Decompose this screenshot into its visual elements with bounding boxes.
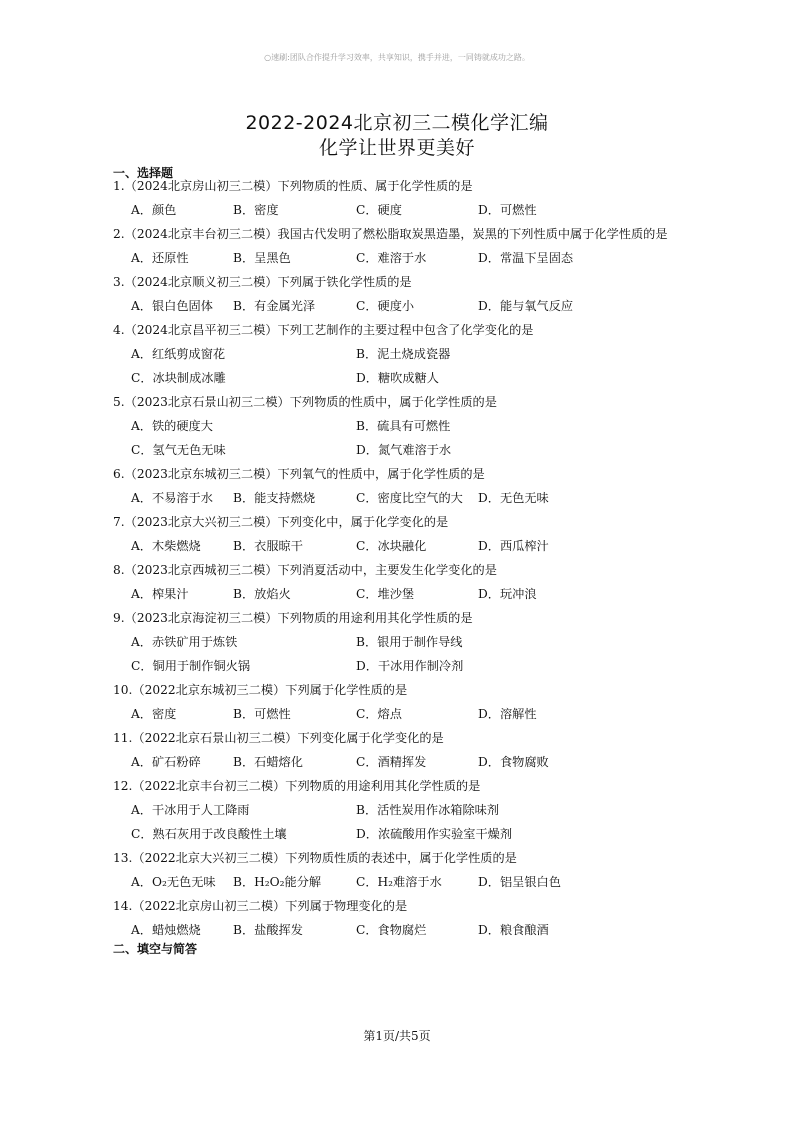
option-a: A．矿石粉碎 bbox=[131, 755, 201, 769]
option-a: A．红纸剪成窗花 bbox=[131, 347, 226, 361]
header-note: ○速刷:团队合作提升学习效率，共享知识，携手并进，一同铸就成功之路。 bbox=[264, 53, 530, 62]
question-stem: 5.（2023北京石景山初三二模）下列物质的性质中，属于化学性质的是 bbox=[113, 395, 497, 409]
option-d: D．浓硫酸用作实验室干燥剂 bbox=[356, 827, 513, 841]
option-d: D．铝呈银白色 bbox=[478, 875, 561, 889]
option-d: D．无色无味 bbox=[478, 491, 549, 505]
option-a: A．密度 bbox=[131, 707, 177, 721]
question-stem: 14.（2022北京房山初三二模）下列属于物理变化的是 bbox=[113, 899, 408, 913]
question-stem: 9.（2023北京海淀初三二模）下列物质的用途利用其化学性质的是 bbox=[113, 611, 473, 625]
option-c: C．氢气无色无味 bbox=[131, 443, 226, 457]
option-d: D．食物腐败 bbox=[478, 755, 549, 769]
option-c: C．硬度小 bbox=[356, 299, 415, 313]
option-a: A．干冰用于人工降雨 bbox=[131, 803, 250, 817]
option-b: B．H₂O₂能分解 bbox=[233, 875, 322, 889]
option-c: C．食物腐烂 bbox=[356, 923, 427, 937]
question-stem: 7.（2023北京大兴初三二模）下列变化中，属于化学变化的是 bbox=[113, 515, 449, 529]
option-b: B．硫具有可燃性 bbox=[356, 419, 451, 433]
option-a: A．赤铁矿用于炼铁 bbox=[131, 635, 238, 649]
question-stem: 12.（2022北京丰台初三二模）下列物质的用途利用其化学性质的是 bbox=[113, 779, 481, 793]
option-d: D．可燃性 bbox=[478, 203, 537, 217]
option-d: D．玩冲浪 bbox=[478, 587, 537, 601]
option-c: C．铜用于制作铜火锅 bbox=[131, 659, 251, 673]
option-a: A．颜色 bbox=[131, 203, 177, 217]
option-b: B．盐酸挥发 bbox=[233, 923, 303, 937]
option-a: A．铁的硬度大 bbox=[131, 419, 213, 433]
option-d: D．常温下呈固态 bbox=[478, 251, 574, 265]
section-heading-choice: 一、选择题 bbox=[113, 166, 174, 180]
option-a: A．还原性 bbox=[131, 251, 189, 265]
option-b: B．放焰火 bbox=[233, 587, 291, 601]
option-b: B．呈黑色 bbox=[233, 251, 291, 265]
option-d: D．糖吹成糖人 bbox=[356, 371, 439, 385]
document-title: 2022-2024北京初三二模化学汇编 bbox=[245, 112, 549, 134]
option-d: D．西瓜榨汁 bbox=[478, 539, 549, 553]
option-c: C．冰块融化 bbox=[356, 539, 427, 553]
question-stem: 3.（2024北京顺义初三二模）下列属于铁化学性质的是 bbox=[113, 275, 412, 289]
option-c: C．冰块制成冰雕 bbox=[131, 371, 226, 385]
option-b: B．活性炭用作冰箱除味剂 bbox=[356, 803, 500, 817]
question-stem: 6.（2023北京东城初三二模）下列氧气的性质中，属于化学性质的是 bbox=[113, 467, 485, 481]
option-d: D．氮气难溶于水 bbox=[356, 443, 452, 457]
option-c: C．密度比空气的大 bbox=[356, 491, 463, 505]
question-stem: 10.（2022北京东城初三二模）下列属于化学性质的是 bbox=[113, 683, 408, 697]
option-c: C．熔点 bbox=[356, 707, 402, 721]
option-c: C．H₂难溶于水 bbox=[356, 875, 442, 889]
page-footer: 第1页/共5页 bbox=[363, 1029, 431, 1043]
option-b: B．银用于制作导线 bbox=[356, 635, 463, 649]
option-d: D．干冰用作制冷剂 bbox=[356, 659, 464, 673]
option-d: D．粮食酿酒 bbox=[478, 923, 549, 937]
question-stem: 11.（2022北京石景山初三二模）下列变化属于化学变化的是 bbox=[113, 731, 444, 745]
option-c: C．硬度 bbox=[356, 203, 402, 217]
option-a: A．木柴燃烧 bbox=[131, 539, 201, 553]
option-a: A．不易溶于水 bbox=[131, 491, 213, 505]
option-b: B．有金属光泽 bbox=[233, 299, 316, 313]
question-stem: 4.（2024北京昌平初三二模）下列工艺制作的主要过程中包含了化学变化的是 bbox=[113, 323, 534, 337]
option-b: B．衣服晾干 bbox=[233, 539, 303, 553]
option-b: B．泥土烧成瓷器 bbox=[356, 347, 451, 361]
option-b: B．石蜡熔化 bbox=[233, 755, 303, 769]
option-c: C．堆沙堡 bbox=[356, 587, 415, 601]
option-b: B．密度 bbox=[233, 203, 279, 217]
question-stem: 1.（2024北京房山初三二模）下列物质的性质、属于化学性质的是 bbox=[113, 179, 473, 193]
question-stem: 2.（2024北京丰台初三二模）我国古代发明了燃松脂取炭黑造墨，炭黑的下列性质中属于化学性质的是 bbox=[113, 227, 668, 241]
option-b: B．可燃性 bbox=[233, 707, 291, 721]
option-c: C．难溶于水 bbox=[356, 251, 427, 265]
option-b: B．能支持燃烧 bbox=[233, 491, 316, 505]
option-a: A．蜡烛燃烧 bbox=[131, 923, 201, 937]
question-stem: 13.（2022北京大兴初三二模）下列物质性质的表述中，属于化学性质的是 bbox=[113, 851, 517, 865]
option-d: D．溶解性 bbox=[478, 707, 537, 721]
option-d: D．能与氧气反应 bbox=[478, 299, 574, 313]
question-stem: 8.（2023北京西城初三二模）下列消夏活动中，主要发生化学变化的是 bbox=[113, 563, 497, 577]
section-heading-fill: 二、填空与简答 bbox=[113, 942, 198, 956]
option-a: A．O₂无色无味 bbox=[131, 875, 216, 889]
document-subtitle: 化学让世界更美好 bbox=[318, 137, 475, 159]
option-c: C．熟石灰用于改良酸性土壤 bbox=[131, 827, 287, 841]
option-a: A．银白色固体 bbox=[131, 299, 213, 313]
option-c: C．酒精挥发 bbox=[356, 755, 427, 769]
option-a: A．榨果汁 bbox=[131, 587, 189, 601]
